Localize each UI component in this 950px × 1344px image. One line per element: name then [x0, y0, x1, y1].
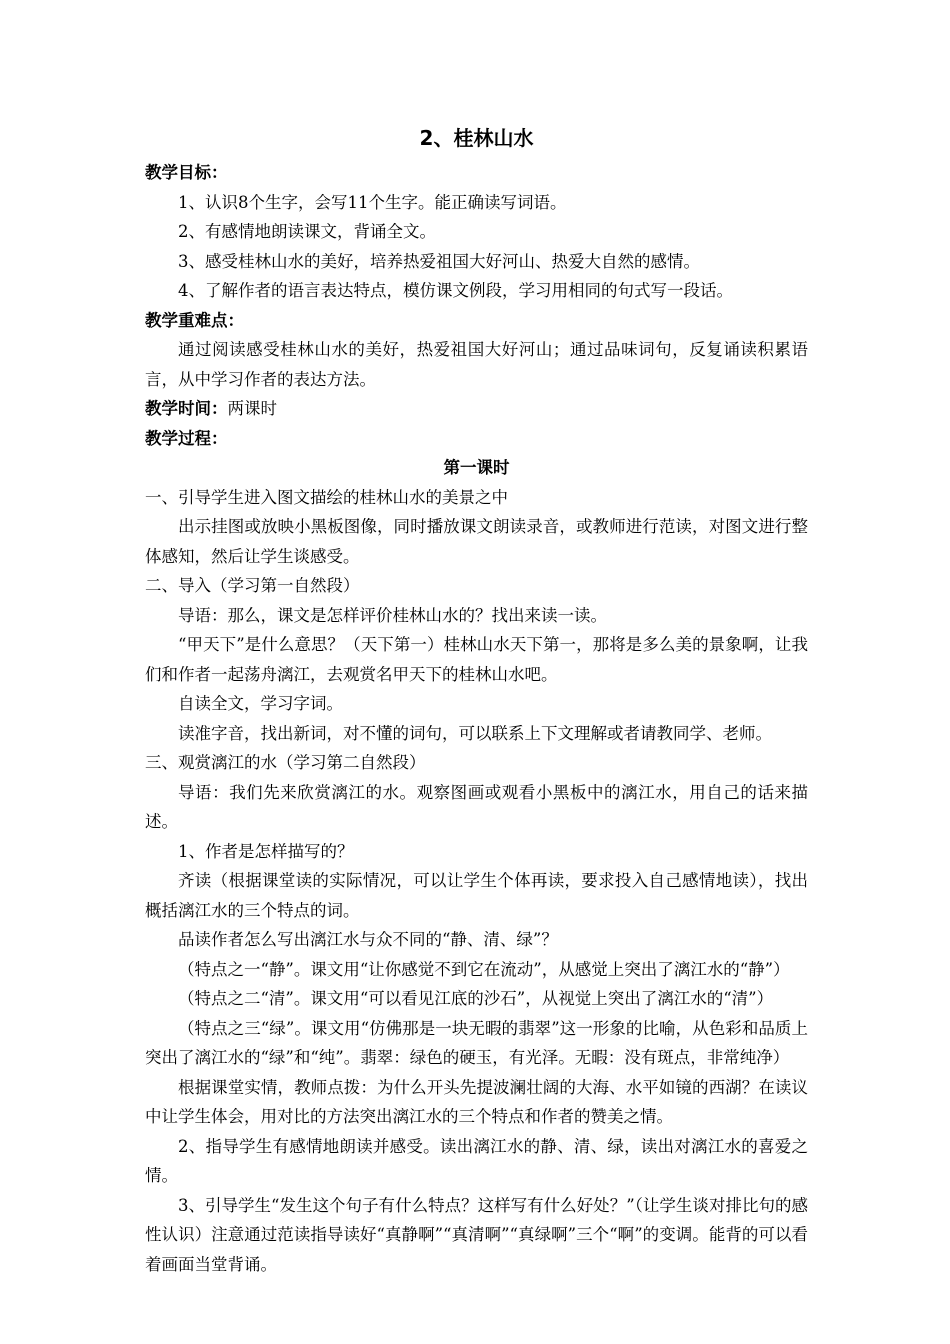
goal-item: 1、认识8个生字，会写11个生字。能正确读写词语。 [178, 192, 567, 212]
time-line [145, 394, 808, 424]
paragraph: “甲天下”是什么意思？（天下第一）桂林山水天下第一，那将是多么美的景象啊，让我们和作者一起荡舟漓江，去观赏名甲天下的桂林山水吧。 [145, 635, 808, 684]
section-heading: 二、导入（学习第一自然段） [145, 576, 360, 595]
difficulty-heading: 教学重难点： [145, 310, 244, 330]
paragraph: 1、作者是怎样描写的？ [178, 841, 354, 861]
paragraph: 读准字音，找出新词，对不懂的词句，可以联系上下文理解或者请教同学、老师。 [178, 723, 772, 743]
section-heading: 三、观赏漓江的水（学习第二自然段） [145, 753, 426, 772]
goal-item: 2、有感情地朗读课文，背诵全文。 [178, 222, 436, 241]
difficulty-text: 通过阅读感受桂林山水的美好，热爱祖国大好河山；通过品味词句，反复诵读积累语言，从中学习作者的表达方法。 [145, 340, 808, 389]
time-heading: 教学时间： [145, 399, 228, 418]
paragraph: 齐读（根据课堂读的实际情况，可以让学生个体再读，要求投入自己感情地读），找出概括漓江水的三个特点的词。 [145, 871, 808, 920]
section-heading: 一、引导学生进入图文描绘的桂林山水的美景之中 [145, 487, 508, 507]
paragraph: 出示挂图或放映小黑板图像，同时播放课文朗读录音，或教师进行范读，对图文进行整体感知，然后让学生谈感受。 [145, 517, 808, 566]
process-heading: 教学过程： [145, 428, 228, 448]
goal-item: 4、了解作者的语言表达特点，模仿课文例段，学习用相同的句式写一段话。 [178, 281, 733, 300]
document-title: 2、桂林山水 [419, 126, 534, 150]
goal-item: 3、感受桂林山水的美好，培养热爱祖国大好河山、热爱大自然的感情。 [178, 251, 700, 271]
time-value: 两课时 [227, 399, 277, 418]
paragraph: 2、指导学生有感情地朗读并感受。读出漓江水的静、清、绿，读出对漓江水的喜爱之情。 [145, 1136, 808, 1185]
goals-heading: 教学目标： [145, 163, 228, 182]
paragraph: 导语：那么，课文是怎样评价桂林山水的？找出来读一读。 [178, 605, 607, 625]
paragraph: 品读作者怎么写出漓江水与众不同的“静、清、绿”？ [178, 930, 558, 949]
paragraph: 3、引导学生“发生这个句子有什么特点？这样写有什么好处？”（让学生谈对排比句的感性认识）注意通过范读指导读好“真静啊”“真清啊”“真绿啊”三个“啊”的变调。能背的可以看着画面当堂背诵。 [145, 1195, 808, 1274]
paragraph: （特点之二“清”。课文用“可以看见江底的沙石”，从视觉上突出了漓江水的“清”） [178, 989, 774, 1008]
paragraph: （特点之一“静”。课文用“让你感觉不到它在流动”，从感觉上突出了漓江水的“静”） [178, 959, 790, 979]
paragraph: 根据课堂实情，教师点拨：为什么开头先提波澜壮阔的大海、水平如镜的西湖？在读议中让学生体会，用对比的方法突出漓江水的三个特点和作者的赞美之情。 [145, 1077, 808, 1126]
paragraph: （特点之三“绿”。课文用“仿佛那是一块无暇的翡翠”这一形象的比喻，从色彩和品质上突出了漓江水的“绿”和“纯”。翡翠：绿色的硬玉，有光泽。无暇：没有斑点，非常纯净） [145, 1018, 808, 1067]
paragraph: 导语：我们先来欣赏漓江的水。观察图画或观看小黑板中的漓江水，用自己的话来描述。 [145, 782, 808, 831]
lesson-heading: 第一课时 [443, 458, 510, 477]
paragraph: 自读全文，学习字词。 [178, 694, 343, 713]
